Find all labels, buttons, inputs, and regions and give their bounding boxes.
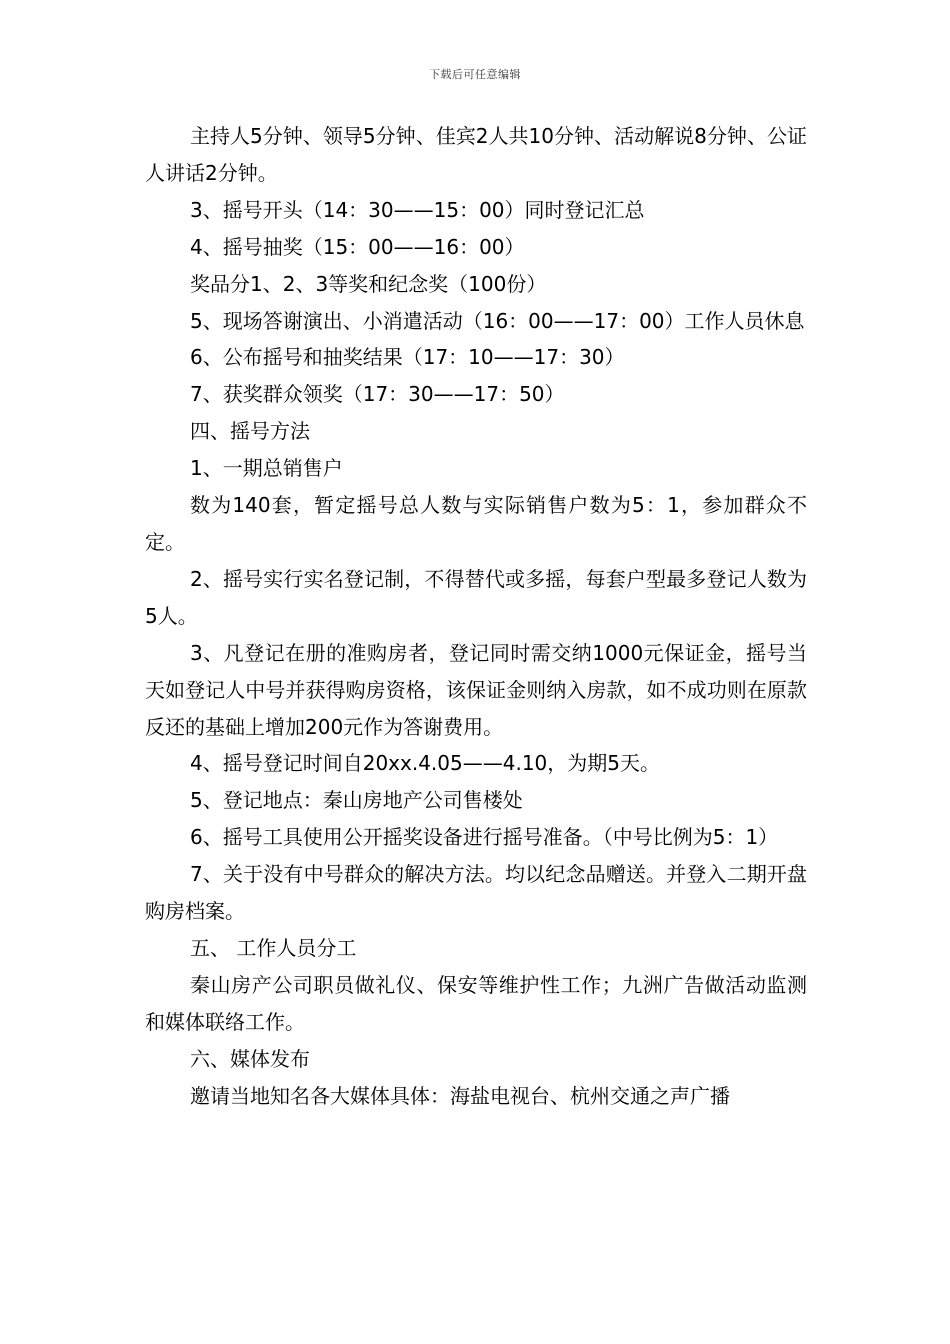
paragraph: 邀请当地知名各大媒体具体：海盐电视台、杭州交通之声广播 xyxy=(190,1083,730,1108)
paragraph: 1、一期总销售户 xyxy=(190,456,343,481)
document-body xyxy=(145,118,807,1114)
paragraph: 2、摇号实行实名登记制，不得替代或多摇，每套户型最多登记人数为5人。 xyxy=(145,566,807,628)
paragraph: 奖品分1、2、3等奖和纪念奖（100份） xyxy=(190,271,547,296)
page-header-note: 下载后可任意编辑 xyxy=(429,68,521,81)
paragraph: 3、凡登记在册的准购房者，登记同时需交纳1000元保证金，摇号当天如登记人中号并获得购房资格，该保证金则纳入房款，如不成功则在原款反还的基础上增加200元作为答谢费用。 xyxy=(145,640,807,739)
paragraph: 6、摇号工具使用公开摇奖设备进行摇号准备。（中号比例为5：1） xyxy=(190,825,779,850)
section-heading: 五、 工作人员分工 xyxy=(190,935,357,960)
paragraph: 主持人5分钟、领导5分钟、佳宾2人共10分钟、活动解说8分钟、公证人讲话2分钟。 xyxy=(145,124,807,185)
paragraph: 4、摇号抽奖（15：00——16：00） xyxy=(190,234,525,259)
paragraph: 5、现场答谢演出、小消遣活动（16：00——17：00）工作人员休息 xyxy=(190,308,805,333)
paragraph: 7、获奖群众领奖（17：30——17：50） xyxy=(190,382,565,407)
section-heading: 四、摇号方法 xyxy=(190,419,310,444)
paragraph: 5、登记地点：秦山房地产公司售楼处 xyxy=(190,788,523,813)
paragraph: 7、关于没有中号群众的解决方法。均以纪念品赠送。并登入二期开盘购房档案。 xyxy=(145,862,807,924)
paragraph: 4、摇号登记时间自20xx.4.05——4.10，为期5天。 xyxy=(190,751,660,776)
paragraph: 6、公布摇号和抽奖结果（17：10——17：30） xyxy=(190,345,625,370)
paragraph: 秦山房产公司职员做礼仪、保安等维护性工作；九洲广告做活动监测和媒体联络工作。 xyxy=(145,972,807,1034)
paragraph: 3、摇号开头（14：30——15：00）同时登记汇总 xyxy=(190,197,645,222)
section-heading: 六、媒体发布 xyxy=(190,1046,310,1071)
paragraph: 数为140套，暂定摇号总人数与实际销售户数为5：1，参加群众不定。 xyxy=(145,493,807,554)
